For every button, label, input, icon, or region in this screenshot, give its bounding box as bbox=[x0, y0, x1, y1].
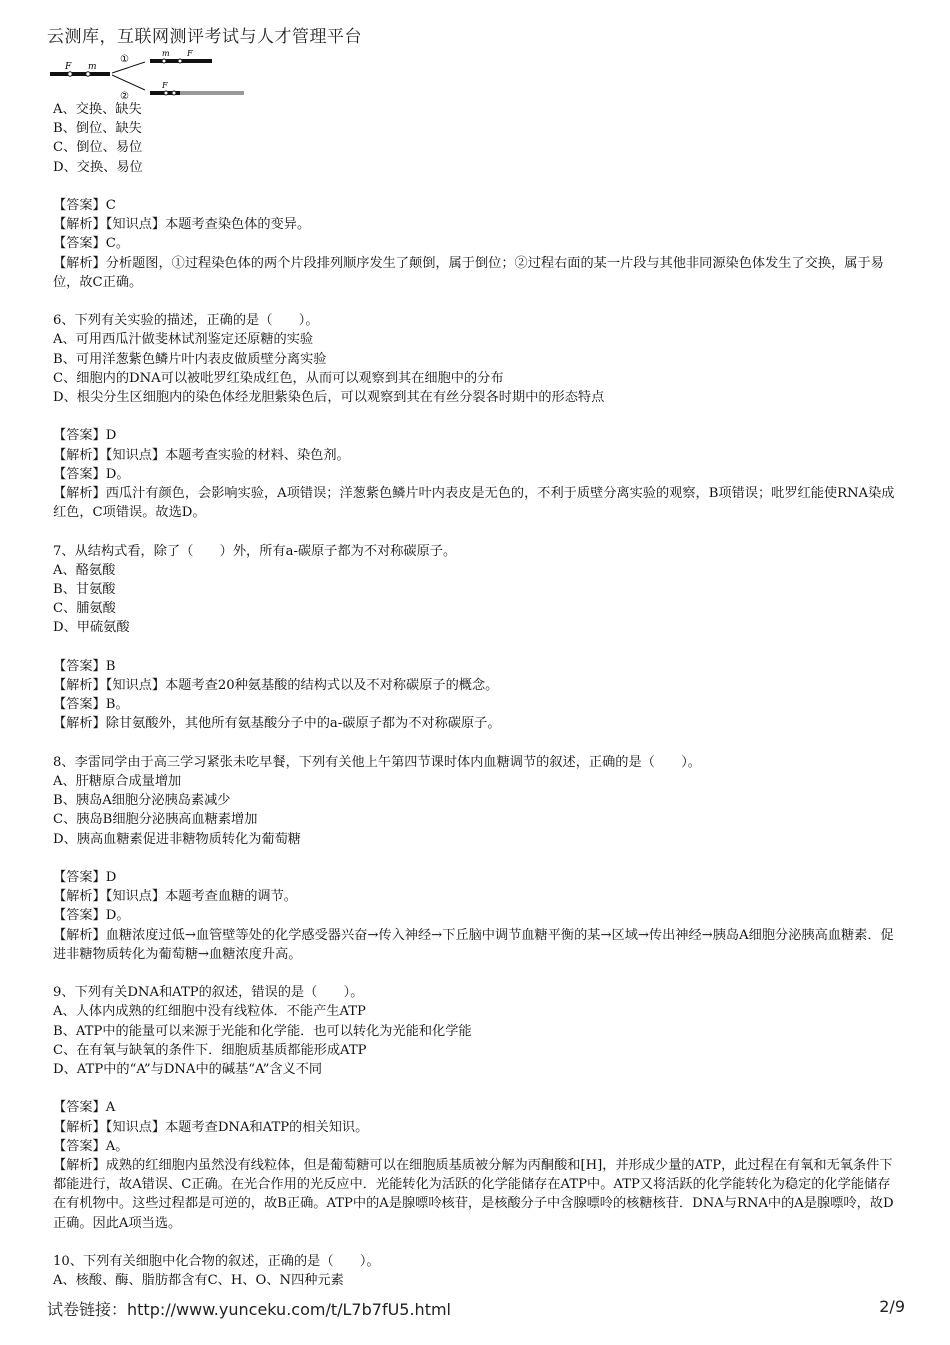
diagram-label-f: F bbox=[65, 62, 72, 72]
q8-answer-repeat: 【答案】D。 bbox=[53, 908, 130, 924]
q7-answer: 【答案】B bbox=[53, 658, 116, 674]
q7-knowledge: 【解析】【知识点】本题考查20种氨基酸的结构式以及不对称碳原子的概念。 bbox=[53, 678, 499, 694]
q6-answer-repeat: 【答案】D。 bbox=[53, 466, 130, 482]
q5-knowledge: 【解析】【知识点】本题考查染色体的变异。 bbox=[53, 217, 311, 233]
q6-answer: 【答案】D bbox=[53, 428, 117, 444]
q10-stem: 10、下列有关细胞中化合物的叙述，正确的是（ ）。 bbox=[53, 1254, 380, 1270]
diagram-label-f2: F bbox=[187, 50, 193, 58]
q7-explanation: 【解析】除甘氨酸外，其他所有氨基酸分子中的a-碳原子都为不对称碳原子。 bbox=[53, 716, 501, 732]
q9-option-c: C、在有氧与缺氧的条件下．细胞质基质都能形成ATP bbox=[53, 1042, 367, 1058]
q8-option-c: C、胰岛B细胞分泌胰高血糖素增加 bbox=[53, 812, 258, 828]
diagram-label-m: m bbox=[88, 62, 97, 72]
q6-stem: 6、下列有关实验的描述，正确的是（ ）。 bbox=[53, 313, 319, 329]
q5-option-d: D、交换、易位 bbox=[53, 159, 143, 175]
q5-option-b: B、倒位、缺失 bbox=[53, 121, 142, 137]
q8-explanation: 【解析】血糖浓度过低→血管壁等处的化学感受器兴奋→传入神经→下丘脑中调节血糖平衡的某→区域→传出神经→胰岛A细胞分泌胰高血糖素．促进非糖物质转化为葡萄糖→血糖浓度升高。 bbox=[53, 927, 894, 962]
q9-option-b: B、ATP中的能量可以来源于光能和化学能．也可以转化为光能和化学能 bbox=[53, 1023, 472, 1039]
diagram-label-f3: F bbox=[162, 81, 168, 90]
q6-option-b: B、可用洋葱紫色鳞片叶内表皮做质壁分离实验 bbox=[53, 351, 327, 367]
q7-option-b: B、甘氨酸 bbox=[53, 582, 116, 598]
q8-option-d: D、胰高血糖素促进非糖物质转化为葡萄糖 bbox=[53, 831, 301, 847]
q7-option-a: A、酪氨酸 bbox=[53, 562, 116, 578]
q9-stem: 9、下列有关DNA和ATP的叙述，错误的是（ ）。 bbox=[53, 985, 364, 1001]
q7-answer-repeat: 【答案】B。 bbox=[53, 697, 129, 713]
q7-option-d: D、甲硫氨酸 bbox=[53, 620, 130, 636]
diagram-branch-1: ① bbox=[120, 54, 129, 65]
q8-option-b: B、胰岛A细胞分泌胰岛素减少 bbox=[53, 793, 231, 809]
page-number: 2/9 bbox=[879, 1297, 905, 1316]
q5-answer: 【答案】C bbox=[53, 198, 116, 213]
q8-answer: 【答案】D bbox=[53, 870, 117, 886]
chromosome-diagram bbox=[50, 50, 250, 102]
exam-link[interactable]: 试卷链接：http://www.yunceku.com/t/L7b7fU5.html bbox=[47, 1300, 451, 1319]
q8-stem: 8、李雷同学由于高三学习紧张未吃早餐，下列有关他上午第四节课时体内血糖调节的叙述，正确的是（ ）。 bbox=[53, 754, 701, 770]
q8-knowledge: 【解析】【知识点】本题考查血糖的调节。 bbox=[53, 889, 297, 905]
q5-answer-repeat: 【答案】C。 bbox=[53, 236, 130, 252]
q5-option-a: A、交换、缺失 bbox=[53, 102, 142, 117]
q5-explanation: 【解析】分析题图，①过程染色体的两个片段排列顺序发生了颠倒，属于倒位；②过程右面的某一片段与其他非同源染色体发生了交换，属于易位，故C正确。 bbox=[53, 255, 884, 290]
diagram-branch-2: ② bbox=[120, 91, 129, 102]
diagram-label-m2: m bbox=[162, 50, 170, 58]
q9-explanation: 【解析】成熟的红细胞内虽然没有线粒体，但是葡萄糖可以在细胞质基质被分解为丙酮酸和[H]，并形成少量的ATP，此过程在有氧和无氧条件下都能进行，故A错误、C正确。在光合作用的光反应中．光能转化为活跃的化学能储存在ATP中。ATP又将活跃的化学能转化为稳定的化学能储存在有机物中。这些过程都是可逆的，故B正确。ATP中的A是腺嘌呤核苷，是核酸分子中含腺嘌呤的核糖核苷．DNA与RNA中的A是腺嘌呤，故D正确。因此A项当选。 bbox=[53, 1158, 894, 1231]
q8-option-a: A、肝糖原合成量增加 bbox=[53, 774, 182, 790]
q5-option-c: C、倒位、易位 bbox=[53, 140, 143, 156]
q9-option-a: A、人体内成熟的红细胞中没有线粒体．不能产生ATP bbox=[53, 1004, 366, 1020]
q9-knowledge: 【解析】【知识点】本题考查DNA和ATP的相关知识。 bbox=[53, 1119, 369, 1135]
q7-option-c: C、脯氨酸 bbox=[53, 601, 116, 617]
q6-option-a: A、可用西瓜汁做斐林试剂鉴定还原糖的实验 bbox=[53, 332, 314, 348]
q6-option-d: D、根尖分生区细胞内的染色体经龙胆紫染色后，可以观察到其在有丝分裂各时期中的形态特点 bbox=[53, 390, 605, 406]
q6-explanation: 【解析】西瓜汁有颜色，会影响实验，A项错误；洋葱紫色鳞片叶内表皮是无色的，不利于质壁分离实验的观察，B项错误；吡罗红能使RNA染成红色，C项错误。故选D。 bbox=[53, 486, 895, 521]
page-footer bbox=[47, 1297, 905, 1320]
q6-option-c: C、细胞内的DNA可以被吡罗红染成红色，从而可以观察到其在细胞中的分布 bbox=[53, 370, 504, 386]
q9-answer: 【答案】A bbox=[53, 1100, 116, 1116]
q9-option-d: D、ATP中的“A”与DNA中的碱基“A”含义不同 bbox=[53, 1062, 323, 1078]
q9-answer-repeat: 【答案】A。 bbox=[53, 1138, 129, 1154]
page-header: 云测库，互联网测评考试与人才管理平台 bbox=[47, 27, 362, 47]
q10-option-a: A、核酸、酶、脂肪都含有C、H、O、N四种元素 bbox=[53, 1273, 344, 1289]
document-body bbox=[53, 100, 903, 1290]
q6-knowledge: 【解析】【知识点】本题考查实验的材料、染色剂。 bbox=[53, 447, 350, 463]
q7-stem: 7、从结构式看，除了（ ）外，所有a-碳原子都为不对称碳原子。 bbox=[53, 543, 457, 559]
